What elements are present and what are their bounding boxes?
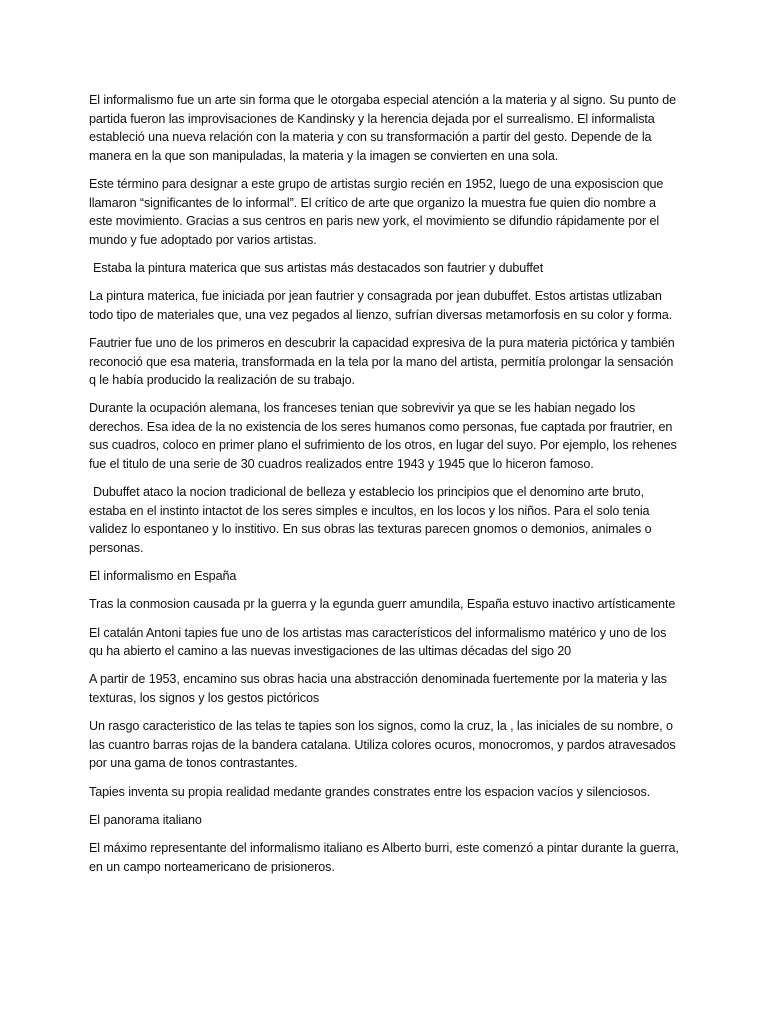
paragraph-antoni-tapies: El catalán Antoni tapies fue uno de los artistas mas característicos del informalismo matérico y uno de los qu ha abierto el camino a las nuevas investigaciones de las ultimas décadas del sigo 20	[89, 625, 667, 659]
heading-informalismo-espana: El informalismo en España	[89, 569, 237, 584]
paragraph-conmosion-guerra: Tras la conmosion causada pr la guerra y la egunda guerr amundila, España estuvo inactivo artísticamente	[89, 597, 676, 612]
paragraph-fautrier: Fautrier fue uno de los primeros en descubrir la capacidad expresiva de la pura materia pictórica y también reconoció que esa materia, transformada en la tela por la mano del artista, permitía prolongar la sensación q le había producido la realización de su trabajo.	[89, 335, 675, 388]
paragraph-termino-1952: Este término para designar a este grupo de artistas surgio recién en 1952, luego de una exposiscion que llamaron “significantes de lo informal”. El crítico de arte que organizo la muestra fue quien dio nombre a este movimiento. Gracias a sus centros en paris new york, el movimiento se difundio rápidamente por el mundo y fue adoptado por varios artistas.	[89, 176, 664, 247]
paragraph-pintura-materica: La pintura materica, fue iniciada por jean fautrier y consagrada por jean dubuffet. Estos artistas utlizaban todo tipo de materiales que, una vez pegados al lienzo, sufrían diversas metamorfosis en su color y forma.	[89, 289, 673, 322]
paragraph-informalismo-intro: El informalismo fue un arte sin forma que le otorgaba especial atención a la materia y al signo. Su punto de partida fueron las improvisaciones de Kandinsky y la herencia dejada por el surrealismo. El informalista estableció una nueva relación con la materia y con su transformación a partir del gesto. Depende de la manera en la que son manipuladas, la materia y la imagen se convierten en una sola.	[89, 93, 677, 163]
heading-panorama-italiano: El panorama italiano	[89, 812, 202, 827]
paragraph-rasgo-caracteristico: Un rasgo caracteristico de las telas te tapies son los signos, como la cruz, la , las iniciales de su nombre, o las cuantro barras rojas de la bandera catalana. Utiliza colores ocuros, monocromos, y pardos atravesados por una gama de tonos contrastantes.	[89, 719, 676, 771]
paragraph-dubuffet: Dubuffet ataco la nocion tradicional de belleza y establecio los principios que el denomino arte bruto, estaba en el instinto intactot de los seres simples e incultos, en los locos y los niños. Para el solo tenia validez lo espontaneo y lo institivo. En sus obras las texturas parecen gnomos o demonios, animales o personas.	[89, 485, 652, 556]
paragraph-ocupacion-alemana: Durante la ocupación alemana, los franceses tenian que sobrevivir ya que se les habian negado los derechos. Esa idea de la no existencia de los seres humanos como personas, fue captada por frautrier, en sus cuadros, coloco en primer plano el sufrimiento de los otros, en lugar del suyo. Por ejemplo, los rehenes fue el titulo de una serie de 30 cuadros realizados entre 1943 y 1945 que lo hiceron famoso.	[89, 401, 677, 472]
paragraph-partir-1953: A partir de 1953, encamino sus obras hacia una abstracción denominada fuertemente por la materia y las texturas, los signos y los gestos pictóricos	[89, 672, 667, 705]
document-body	[89, 91, 679, 886]
paragraph-pintura-materica-intro: Estaba la pintura materica que sus artistas más destacados son fautrier y dubuffet	[93, 260, 544, 275]
paragraph-tapies-realidad: Tapies inventa su propia realidad medante grandes constrates entre los espacion vacíos y silenciosos.	[89, 784, 651, 799]
paragraph-alberto-burri: El máximo representante del informalismo italiano es Alberto burri, este comenzó a pintar durante la guerra, en un campo norteamericano de prisioneros.	[89, 840, 679, 874]
